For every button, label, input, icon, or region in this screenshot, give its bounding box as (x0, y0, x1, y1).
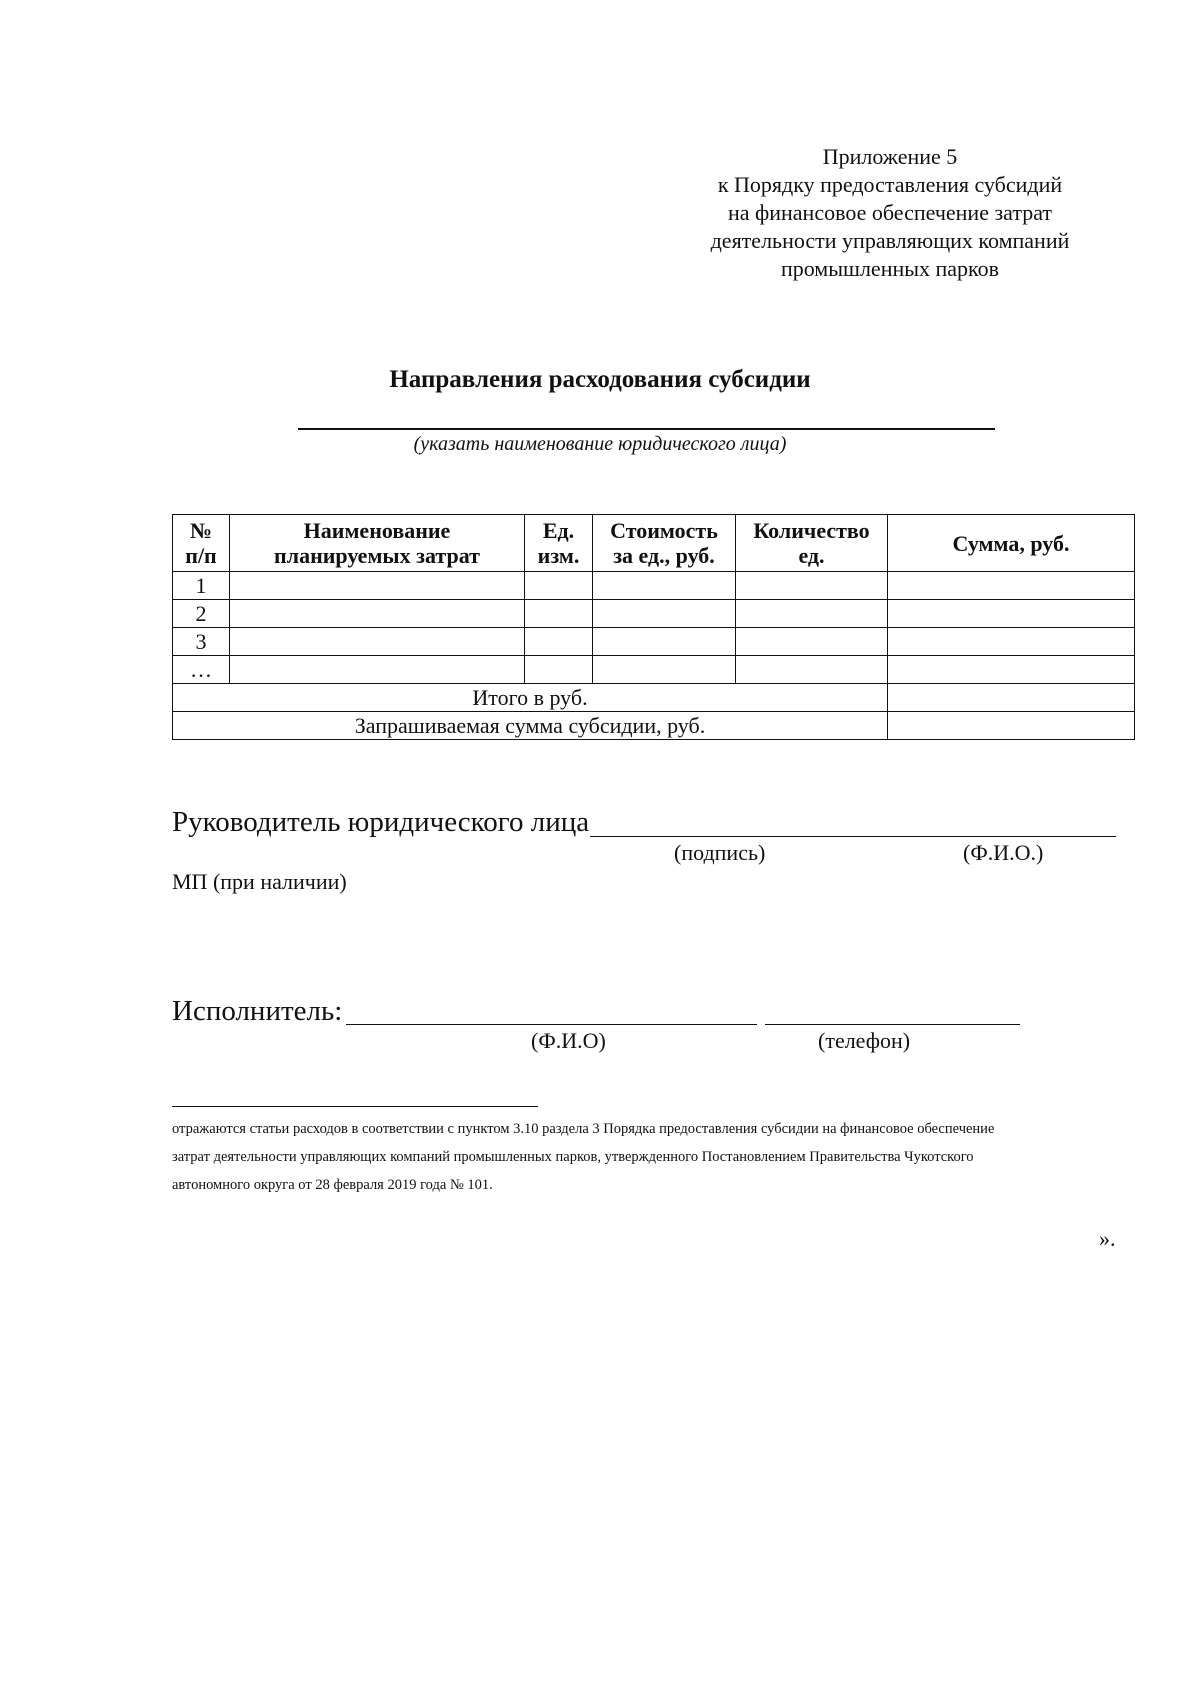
quantity-cell[interactable] (736, 628, 888, 656)
sum-cell[interactable] (888, 600, 1135, 628)
head-signature-label: Руководитель юридического лица (172, 806, 590, 838)
header-number: № п/п (173, 515, 230, 572)
requested-label: Запрашиваемая сумма субсидии, руб. (173, 712, 888, 740)
footnote (172, 1115, 1102, 1199)
sum-cell[interactable] (888, 656, 1135, 684)
header-unit: Ед. изм. (525, 515, 593, 572)
head-signature-line[interactable] (590, 836, 1116, 837)
appendix-line: Приложение 5 (822, 144, 958, 169)
head-fio-caption: (Ф.И.О.) (963, 840, 1044, 865)
appendix-line: деятельности управляющих компаний (710, 228, 1070, 253)
unit-cell[interactable] (525, 600, 593, 628)
cost-name-cell[interactable] (230, 600, 525, 628)
appendix-line: на финансовое обеспечение затрат (727, 200, 1053, 225)
unit-cost-cell[interactable] (593, 656, 736, 684)
unit-cost-cell[interactable] (593, 600, 736, 628)
header-cost-name: Наименование планируемых затрат (230, 515, 525, 572)
executor-phone-caption: (телефон) (818, 1028, 911, 1053)
quantity-cell[interactable] (736, 572, 888, 600)
requested-row (173, 712, 1135, 740)
header-quantity: Количество ед. (736, 515, 888, 572)
appendix-line: промышленных парков (780, 256, 1000, 281)
signature-caption: (подпись) (674, 840, 766, 865)
unit-cell[interactable] (525, 572, 593, 600)
header-unit-cost: Стоимость за ед., руб. (593, 515, 736, 572)
executor-phone-line[interactable] (765, 1024, 1020, 1025)
sum-cell[interactable] (888, 628, 1135, 656)
row-number: 3 (173, 628, 230, 656)
executor-fio-caption: (Ф.И.О) (531, 1028, 606, 1053)
total-label: Итого в руб. (173, 684, 888, 712)
cost-name-cell[interactable] (230, 572, 525, 600)
table-row (173, 656, 1135, 684)
unit-cost-cell[interactable] (593, 628, 736, 656)
expenditure-table (172, 514, 1135, 740)
table-header-row (173, 515, 1135, 572)
sum-cell[interactable] (888, 572, 1135, 600)
cost-name-cell[interactable] (230, 656, 525, 684)
requested-sum-cell[interactable] (888, 712, 1135, 740)
appendix-line: к Порядку предоставления субсидий (717, 172, 1063, 197)
unit-cost-cell[interactable] (593, 572, 736, 600)
executor-fio-line[interactable] (346, 1024, 757, 1025)
quantity-cell[interactable] (736, 600, 888, 628)
appendix-note (640, 143, 1140, 283)
total-sum-cell[interactable] (888, 684, 1135, 712)
footnote-line: затрат деятельности управляющих компаний промышленных парков, утвержденного Постановлением Правительства Чукотского (172, 1149, 974, 1165)
row-number: 2 (173, 600, 230, 628)
total-row (173, 684, 1135, 712)
executor-label: Исполнитель: (172, 995, 343, 1027)
entity-name-line (298, 428, 995, 430)
unit-cell[interactable] (525, 656, 593, 684)
footnote-line: автономного округа от 28 февраля 2019 года № 101. (172, 1177, 493, 1193)
header-sum: Сумма, руб. (888, 515, 1135, 572)
unit-cell[interactable] (525, 628, 593, 656)
row-number: … (173, 656, 230, 684)
quantity-cell[interactable] (736, 656, 888, 684)
footnote-line: отражаются статьи расходов в соответствии с пунктом 3.10 раздела 3 Порядка предоставления субсидии на финансовое обеспечение (172, 1121, 995, 1137)
document-title: Направления расходования субсидии (389, 366, 811, 393)
entity-name-hint: (указать наименование юридического лица) (413, 433, 787, 455)
table-row (173, 572, 1135, 600)
table-row (173, 628, 1135, 656)
cost-name-cell[interactable] (230, 628, 525, 656)
table-row (173, 600, 1135, 628)
stamp-note: МП (при наличии) (172, 869, 347, 894)
row-number: 1 (173, 572, 230, 600)
footnote-separator (172, 1106, 538, 1107)
closing-quote: ». (1099, 1226, 1116, 1251)
